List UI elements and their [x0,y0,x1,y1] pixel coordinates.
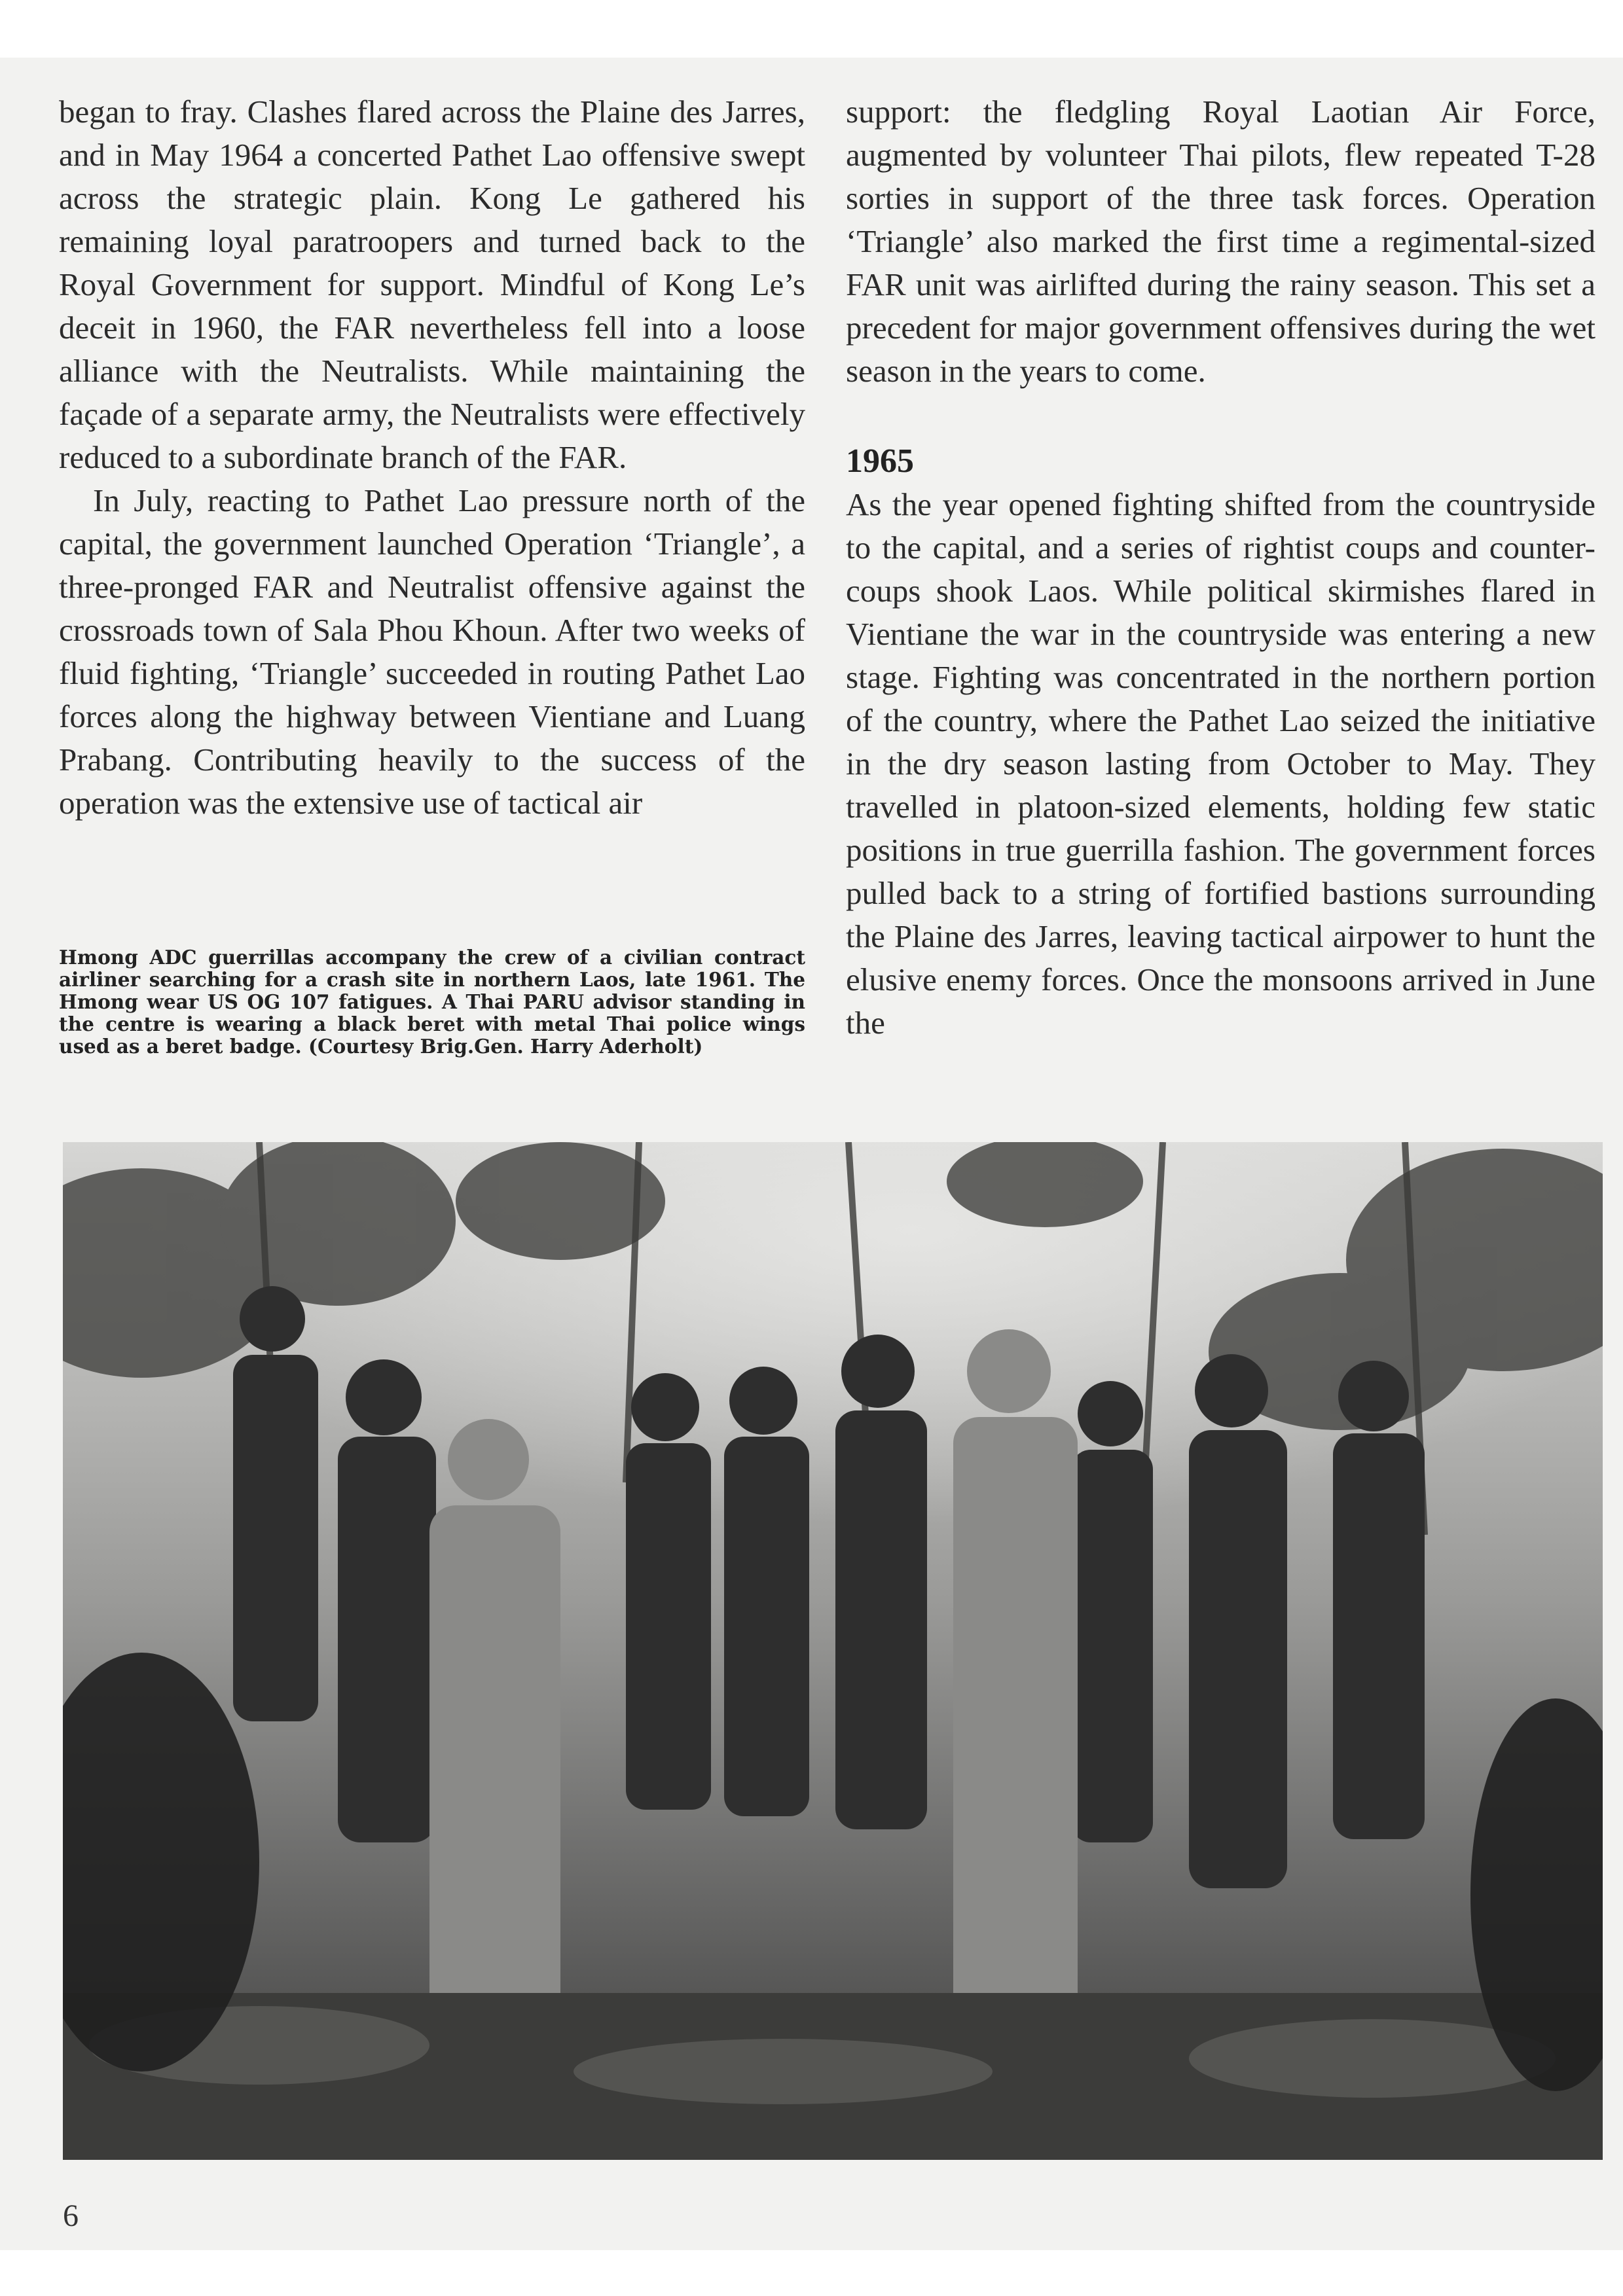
photo-caption: Hmong ADC guerrillas accompany the crew of a civilian contract airliner searching for a crash site in northern Laos, late 1961. The Hmong wear US OG 107 fatigues. A Thai PARU advisor standing in the centre is wearing a black beret with metal Thai police wings used as a beret badge. (Courtesy Brig.Gen. Harry Aderholt) [59,946,805,1058]
group-photograph [63,1142,1603,2160]
right-paragraph-2: As the year opened fighting shifted from the countryside to the capital, and a series of rightist coups and counter-coups shook Laos. While political skirmishes flared in Vientiane the war in the countryside was entering a new stage. Fighting was concentrated in the northern portion of the country, where the Pathet Lao seized the initiative in the dry season lasting from October to May. They travelled in platoon-sized elements, holding few static positions in true guerrilla fashion. The government forces pulled back to a string of fortified bastions surrounding the Plaine des Jarres, leaving tactical airpower to hunt the elusive enemy forces. Once the monsoons arrived in June the [846,486,1596,1041]
right-paragraph-1: support: the fledgling Royal Laotian Air Force, augmented by volunteer Thai pilots, flew repeated T-28 sorties in support of the three task forces. Operation ‘Triangle’ also marked the first time a regimental-sized FAR unit was airlifted during the rainy season. This set a precedent for major government offensives during the wet season in the years to come. [846,94,1596,389]
photo-illustration [63,1142,1603,2160]
page-number: 6 [63,2198,79,2233]
left-text-column [59,90,805,825]
right-text-column [846,90,1596,1045]
section-heading-1965: 1965 [846,442,914,480]
left-paragraph-2: In July, reacting to Pathet Lao pressure north of the capital, the government launched Operation ‘Triangle’, a three-pronged FAR and Neutralist offensive against the crossroads town of Sala Phou Khoun. After two weeks of fluid fighting, ‘Triangle’ succeeded in routing Pathet Lao forces along the highway between Vientiane and Luang Prabang. Contributing heavily to the success of the operation was the extensive use of tactical air [59,482,805,821]
left-paragraph-1: began to fray. Clashes flared across the Plaine des Jarres, and in May 1964 a concerted Pathet Lao offensive swept across the strategic plain. Kong Le gathered his remaining loyal paratroopers and turned back to the Royal Government for support. Mindful of Kong Le’s deceit in 1960, the FAR nevertheless fell into a loose alliance with the Neutralists. While maintaining the façade of a separate army, the Neutralists were effectively reduced to a subordinate branch of the FAR. [59,94,805,475]
